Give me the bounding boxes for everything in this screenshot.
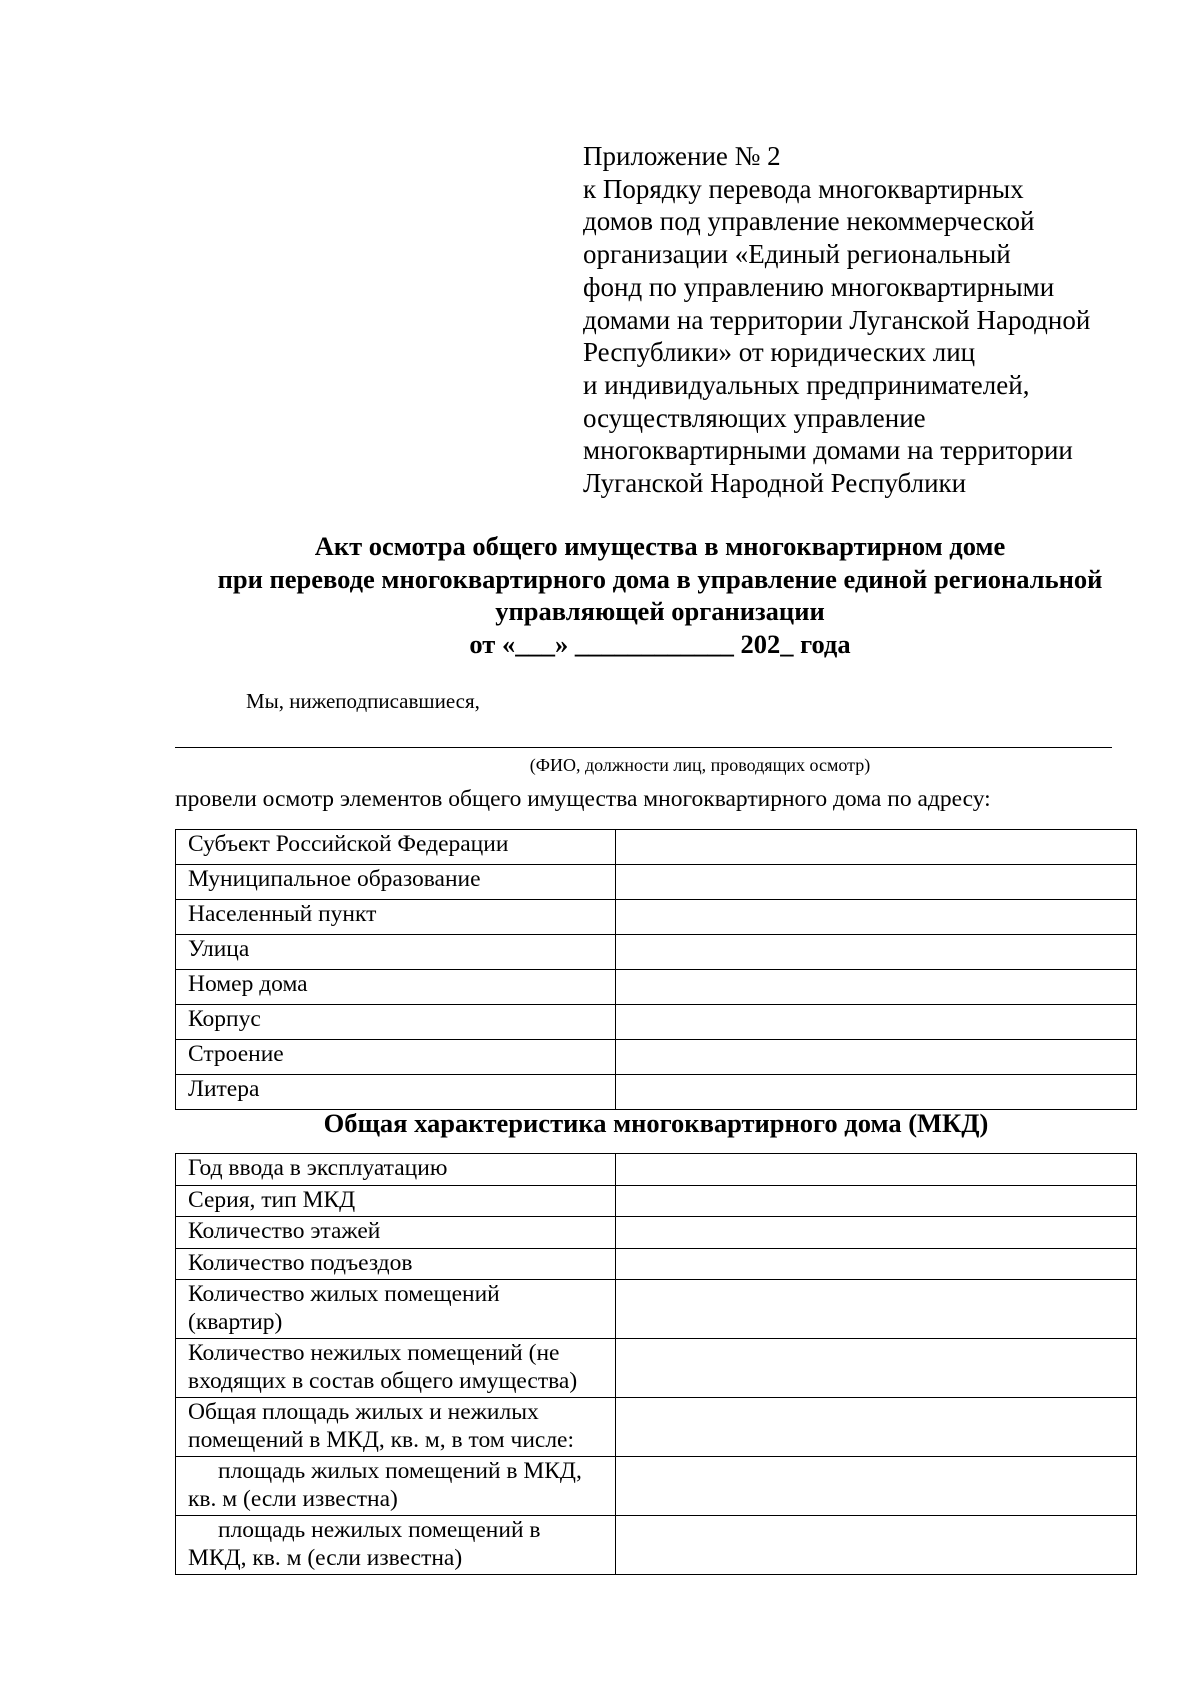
title-date-line: от «___» ____________ 202_ года (469, 628, 851, 659)
characteristic-label (176, 1280, 616, 1339)
address-label: Строение (176, 1040, 616, 1075)
address-label: Корпус (176, 1005, 616, 1040)
label-line: Количество подъездов (188, 1249, 413, 1276)
table-row (176, 1075, 1137, 1110)
appendix-line: организации «Единый региональный (583, 239, 1011, 270)
characteristic-value-cell[interactable] (616, 1280, 1137, 1339)
table-row (176, 1398, 1137, 1457)
address-label: Муниципальное образование (176, 865, 616, 900)
signatories-caption: (ФИО, должности лиц, проводящих осмотр) (529, 755, 871, 775)
characteristic-label (176, 1248, 616, 1280)
address-value-cell[interactable] (616, 970, 1137, 1005)
table-row (176, 830, 1137, 865)
table-row (176, 1280, 1137, 1339)
characteristic-value-cell[interactable] (616, 1398, 1137, 1457)
appendix-line: к Порядку перевода многоквартирных (583, 173, 1024, 204)
table-row (176, 1040, 1137, 1075)
address-value-cell[interactable] (616, 830, 1137, 865)
table-row (176, 1154, 1137, 1186)
characteristic-value-cell[interactable] (616, 1185, 1137, 1217)
label-line: Серия, тип МКД (188, 1186, 356, 1213)
address-label: Улица (176, 935, 616, 970)
characteristic-value-cell[interactable] (616, 1457, 1137, 1516)
characteristic-label (176, 1398, 616, 1457)
label-line: помещений в МКД, кв. м, в том числе: (188, 1426, 575, 1453)
characteristic-value-cell[interactable] (616, 1339, 1137, 1398)
document-title (160, 530, 1160, 660)
label-line: Количество нежилых помещений (не (188, 1340, 560, 1366)
address-label: Населенный пункт (176, 900, 616, 935)
appendix-line: домов под управление некоммерческой (583, 206, 1035, 237)
characteristic-value-cell[interactable] (616, 1217, 1137, 1249)
address-value-cell[interactable] (616, 865, 1137, 900)
appendix-line: Приложение № 2 (583, 141, 781, 171)
table-row (176, 865, 1137, 900)
table-row (176, 1217, 1137, 1249)
title-line: управляющей организации (495, 596, 825, 626)
table-row (176, 1516, 1137, 1575)
address-value-cell[interactable] (616, 900, 1137, 935)
appendix-line: Республики» от юридических лиц (583, 337, 976, 368)
label-line: площадь нежилых помещений в (218, 1517, 541, 1543)
address-lead-text: провели осмотр элементов общего имущества многоквартирного дома по адресу: (175, 786, 991, 812)
table-row (176, 935, 1137, 970)
address-value-cell[interactable] (616, 1040, 1137, 1075)
table-row (176, 1339, 1137, 1398)
appendix-line: Луганской Народной Республики (583, 468, 967, 499)
table-row (176, 1005, 1137, 1040)
title-line: при переводе многоквартирного дома в управление единой региональной (217, 563, 1103, 594)
table-row (176, 1457, 1137, 1516)
characteristic-label (176, 1217, 616, 1249)
characteristic-label (176, 1516, 616, 1575)
appendix-line: многоквартирными домами на территории (583, 435, 1073, 466)
address-value-cell[interactable] (616, 935, 1137, 970)
label-line: МКД, кв. м (если известна) (188, 1544, 463, 1571)
title-line: Акт осмотра общего имущества в многоквартирном доме (314, 531, 1006, 561)
label-line: Год ввода в эксплуатацию (188, 1155, 448, 1181)
characteristics-table (175, 1153, 1137, 1575)
characteristic-value-cell[interactable] (616, 1516, 1137, 1575)
table-row (176, 1185, 1137, 1217)
label-line: входящих в состав общего имущества) (188, 1367, 578, 1394)
appendix-line: фонд по управлению многоквартирными (583, 271, 1055, 302)
label-line: площадь жилых помещений в МКД, (218, 1458, 582, 1484)
appendix-line: осуществляющих управление (583, 402, 926, 433)
section-heading: Общая характеристика многоквартирного дома (МКД) (323, 1108, 989, 1138)
label-line: Количество жилых помещений (188, 1281, 500, 1307)
address-value-cell[interactable] (616, 1075, 1137, 1110)
appendix-line: домами на территории Луганской Народной (583, 304, 1091, 335)
characteristic-label (176, 1339, 616, 1398)
label-line: Общая площадь жилых и нежилых (188, 1399, 539, 1425)
intro-text: Мы, нижеподписавшиеся, (246, 689, 480, 713)
address-label: Литера (176, 1075, 616, 1110)
appendix-block (583, 140, 1183, 500)
characteristic-label (176, 1154, 616, 1186)
label-line: Количество этажей (188, 1218, 381, 1244)
characteristic-value-cell[interactable] (616, 1248, 1137, 1280)
label-line: (квартир) (188, 1308, 283, 1335)
characteristic-label (176, 1185, 616, 1217)
table-row (176, 1248, 1137, 1280)
characteristic-label (176, 1457, 616, 1516)
table-row (176, 970, 1137, 1005)
address-table (175, 829, 1137, 1110)
characteristic-value-cell[interactable] (616, 1154, 1137, 1186)
label-line: кв. м (если известна) (188, 1485, 398, 1512)
signatories-fill-line[interactable] (175, 747, 1112, 748)
table-row (176, 900, 1137, 935)
appendix-line: и индивидуальных предпринимателей, (583, 369, 1030, 400)
address-label: Номер дома (176, 970, 616, 1005)
address-label: Субъект Российской Федерации (176, 830, 616, 865)
address-value-cell[interactable] (616, 1005, 1137, 1040)
